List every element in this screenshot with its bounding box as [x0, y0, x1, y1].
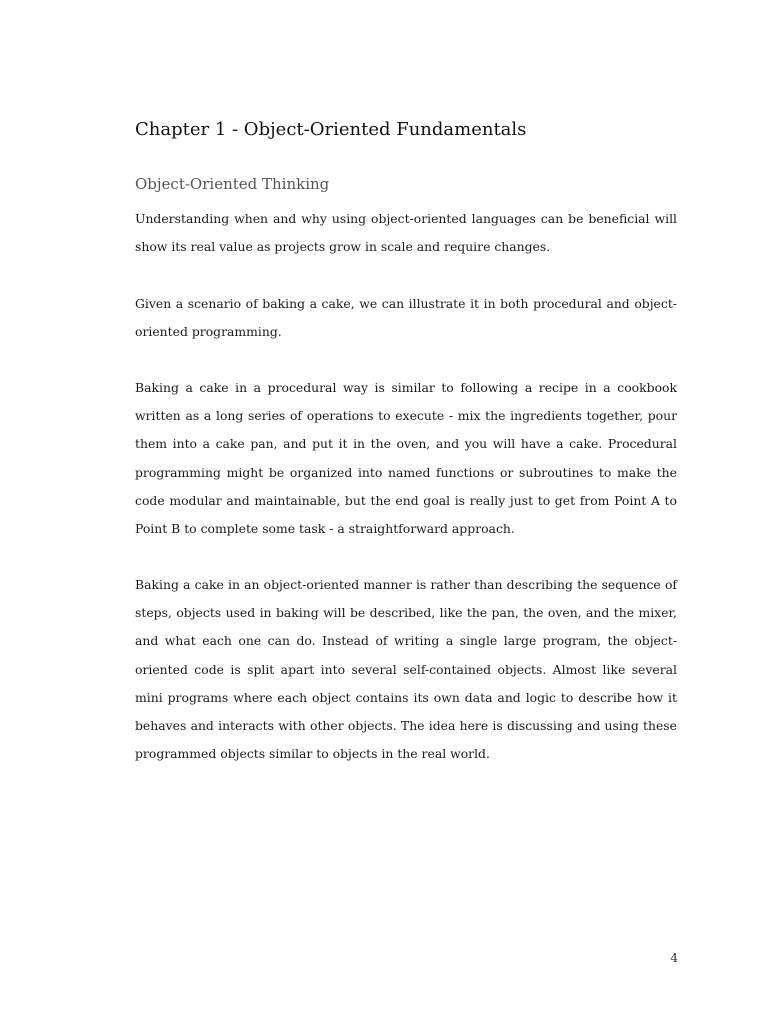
- body-paragraph: Understanding when and why using object-oriented languages can be beneficial will show its real value as projects grow in scale and require changes.: [135, 211, 677, 255]
- page-number: 4: [670, 951, 678, 965]
- section-heading: Object-Oriented Thinking: [135, 175, 330, 193]
- body-paragraph: Given a scenario of baking a cake, we can illustrate it in both procedural and object-oriented programming.: [135, 296, 677, 340]
- body-paragraph: Baking a cake in an object-oriented manner is rather than describing the sequence of steps, objects used in baking will be described, like the pan, the oven, and the mixer, and what each one can do. Instead of writing a single large program, the object-oriented code is split apart into several self-contained objects. Almost like several mini programs where each object contains its own data and logic to describe how it behaves and interacts with other objects. The idea here is discussing and using these programmed objects similar to objects in the real world.: [135, 577, 677, 762]
- body-paragraph: Baking a cake in a procedural way is similar to following a recipe in a cookbook written as a long series of operations to execute - mix the ingredients together, pour them into a cake pan, and put it in the oven, and you will have a cake. Procedural programming might be organized into named functions or subroutines to make the code modular and maintainable, but the end goal is really just to get from Point A to Point B to complete some task - a straightforward approach.: [135, 380, 677, 537]
- chapter-title: Chapter 1 - Object-Oriented Fundamentals: [135, 119, 527, 140]
